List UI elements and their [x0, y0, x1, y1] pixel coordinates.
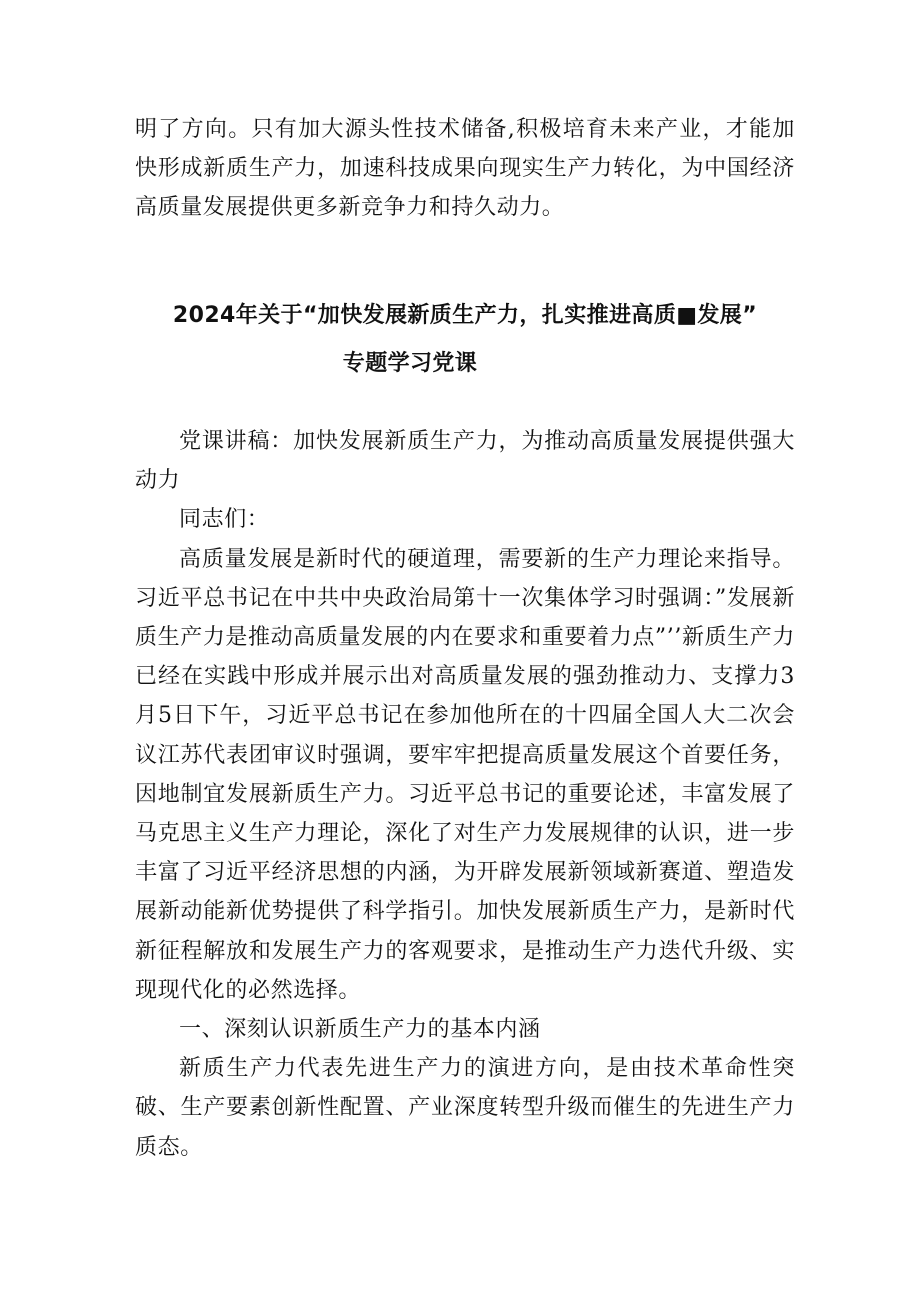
body-paragraph-1: 高质量发展是新时代的硬道理，需要新的生产力理论来指导。习近平总书记在中共中央政治局第十一次集体学习时强调：”发展新质生产力是推动高质量发展的内在要求和重要着力点”’’新质生产力已经在实践中形成并展示出对高质量发展的强劲推动力、支撑力3月5日下午，习近平总书记在参加他所在的十四届全国人大二次会议江苏代表团审议时强调，要牢牢把提高质量发展这个首要任务，因地制宜发展新质生产力。习近平总书记的重要论述，丰富发展了马克思主义生产力理论，深化了对生产力发展规律的认识，进一步丰富了习近平经济思想的内涵，为开辟发展新领域新赛道、塑造发展新动能新优势提供了科学指引。加快发展新质生产力，是新时代新征程解放和发展生产力的客观要求，是推动生产力迭代升级、实现现代化的必然选择。 — [135, 546, 795, 1003]
intro-paragraph: 明了方向。只有加大源头性技术储备,积极培育未来产业，才能加快形成新质生产力，加速科技成果向现实生产力转化，为中国经济高质量发展提供更多新竞争力和持久动力。 — [135, 117, 795, 221]
intro-section — [135, 110, 795, 228]
title-line-1: 2024年关于“加快发展新质生产力，扎实推进高质■发展” — [172, 303, 758, 328]
body-paragraph-2: 新质生产力代表先进生产力的演进方向，是由技术革命性突破、生产要素创新性配置、产业深度转型升级而催生的先进生产力质态。 — [135, 1056, 795, 1160]
lecture-subtitle: 党课讲稿：加快发展新质生产力，为推动高质量发展提供强大动力 — [135, 429, 795, 494]
body-section — [135, 422, 795, 1167]
section-heading-1: 一、深刻认识新质生产力的基本内涵 — [179, 1017, 541, 1043]
document-title — [120, 292, 810, 388]
title-line-2: 专题学习党课 — [342, 351, 478, 376]
salutation: 同志们： — [179, 507, 270, 533]
